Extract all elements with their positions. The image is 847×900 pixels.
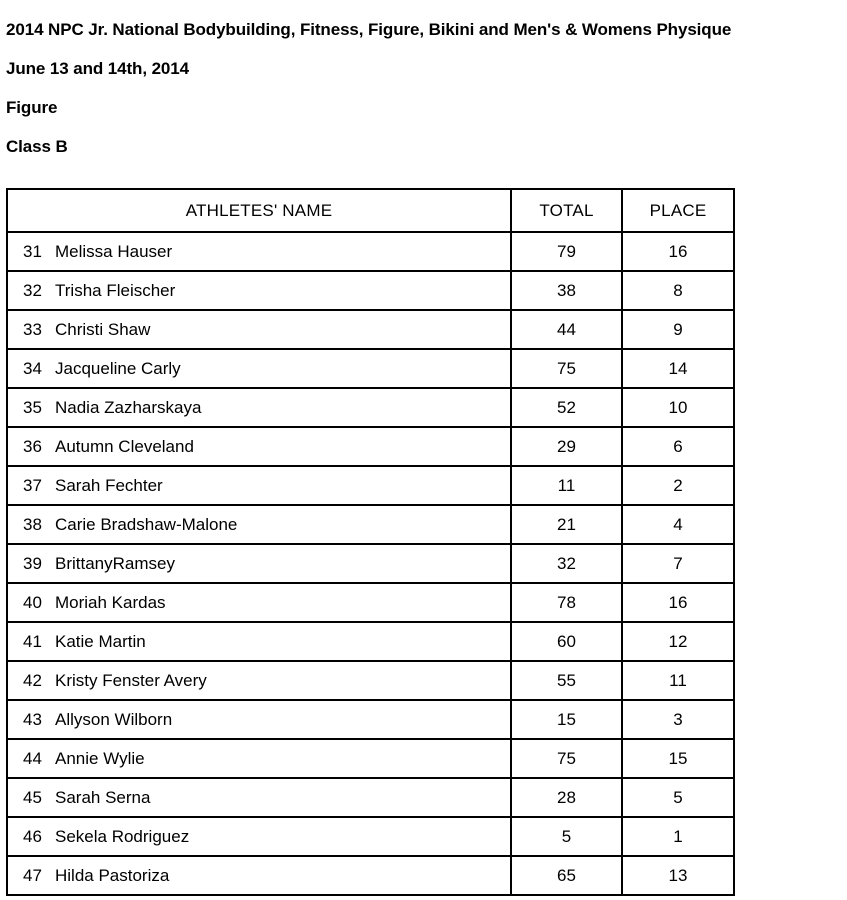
athlete-place: 12 <box>622 622 734 661</box>
athlete-name-wrap <box>8 554 510 574</box>
athlete-name-cell <box>7 817 511 856</box>
athlete-name: Christi Shaw <box>55 319 151 339</box>
athlete-number: 36 <box>23 436 42 456</box>
athlete-name: Carie Bradshaw-Malone <box>55 514 238 534</box>
athlete-name: Sarah Serna <box>55 787 151 807</box>
table-row <box>7 739 734 778</box>
athlete-name-cell <box>7 349 511 388</box>
athlete-total: 75 <box>511 739 622 778</box>
athlete-name-wrap <box>8 437 510 457</box>
athlete-total: 15 <box>511 700 622 739</box>
athlete-number: 45 <box>23 787 42 807</box>
athlete-name-cell <box>7 427 511 466</box>
athlete-name-wrap <box>8 788 510 808</box>
athlete-name: Melissa Hauser <box>55 241 173 261</box>
class-name: Class B <box>6 137 68 156</box>
athlete-total: 79 <box>511 232 622 271</box>
division-name: Figure <box>6 98 58 117</box>
athlete-total: 5 <box>511 817 622 856</box>
table-row <box>7 349 734 388</box>
athlete-name: Katie Martin <box>55 631 146 651</box>
athlete-name-cell <box>7 271 511 310</box>
athlete-total: 75 <box>511 349 622 388</box>
table-header <box>7 189 734 232</box>
athlete-name-wrap <box>8 320 510 340</box>
athlete-number: 34 <box>23 358 42 378</box>
column-header-place: PLACE <box>622 189 734 232</box>
athlete-name-wrap <box>8 632 510 652</box>
event-date: June 13 and 14th, 2014 <box>6 59 189 78</box>
column-header-name: ATHLETES' NAME <box>7 189 511 232</box>
athlete-total: 78 <box>511 583 622 622</box>
table-row <box>7 271 734 310</box>
athlete-number: 32 <box>23 280 42 300</box>
athlete-name: Kristy Fenster Avery <box>55 670 207 690</box>
athlete-name-cell <box>7 505 511 544</box>
athlete-place: 16 <box>622 583 734 622</box>
athlete-name-cell <box>7 310 511 349</box>
athlete-total: 11 <box>511 466 622 505</box>
table-row <box>7 388 734 427</box>
athlete-name-wrap <box>8 476 510 496</box>
athlete-total: 44 <box>511 310 622 349</box>
athlete-place: 5 <box>622 778 734 817</box>
athlete-name-wrap <box>8 242 510 262</box>
results-table <box>6 188 735 896</box>
athlete-place: 11 <box>622 661 734 700</box>
athlete-total: 52 <box>511 388 622 427</box>
athlete-name-wrap <box>8 710 510 730</box>
athlete-total: 29 <box>511 427 622 466</box>
table-row <box>7 232 734 271</box>
athlete-place: 13 <box>622 856 734 895</box>
athlete-name-cell <box>7 622 511 661</box>
athlete-place: 15 <box>622 739 734 778</box>
table-row <box>7 505 734 544</box>
athlete-name-cell <box>7 856 511 895</box>
athlete-name-cell <box>7 583 511 622</box>
athlete-name-wrap <box>8 359 510 379</box>
athlete-total: 60 <box>511 622 622 661</box>
table-header-row <box>7 189 734 232</box>
athlete-place: 4 <box>622 505 734 544</box>
athlete-name: Jacqueline Carly <box>55 358 181 378</box>
athlete-name-wrap <box>8 398 510 418</box>
athlete-name-wrap <box>8 593 510 613</box>
table-row <box>7 856 734 895</box>
athlete-name-cell <box>7 466 511 505</box>
athlete-place: 16 <box>622 232 734 271</box>
athlete-name-cell <box>7 739 511 778</box>
table-row <box>7 778 734 817</box>
athlete-number: 42 <box>23 670 42 690</box>
athlete-total: 21 <box>511 505 622 544</box>
table-row <box>7 583 734 622</box>
athlete-number: 39 <box>23 553 42 573</box>
athlete-place: 7 <box>622 544 734 583</box>
table-row <box>7 466 734 505</box>
athlete-name-cell <box>7 388 511 427</box>
athlete-total: 55 <box>511 661 622 700</box>
athlete-name-cell <box>7 778 511 817</box>
table-body <box>7 232 734 895</box>
athlete-total: 32 <box>511 544 622 583</box>
table-row <box>7 661 734 700</box>
athlete-number: 47 <box>23 865 42 885</box>
athlete-name: Sekela Rodriguez <box>55 826 190 846</box>
athlete-name: Annie Wylie <box>55 748 145 768</box>
athlete-name-wrap <box>8 515 510 535</box>
athlete-name: Allyson Wilborn <box>55 709 173 729</box>
athlete-number: 37 <box>23 475 42 495</box>
athlete-name: Nadia Zazharskaya <box>55 397 202 417</box>
table-row <box>7 310 734 349</box>
athlete-name: Trisha Fleischer <box>55 280 176 300</box>
athlete-number: 35 <box>23 397 42 417</box>
athlete-number: 40 <box>23 592 42 612</box>
athlete-place: 1 <box>622 817 734 856</box>
athlete-number: 38 <box>23 514 42 534</box>
athlete-number: 31 <box>23 241 42 261</box>
athlete-name-wrap <box>8 866 510 886</box>
table-row <box>7 427 734 466</box>
athlete-name-cell <box>7 232 511 271</box>
table-row <box>7 544 734 583</box>
athlete-name-wrap <box>8 827 510 847</box>
athlete-name-wrap <box>8 749 510 769</box>
athlete-number: 43 <box>23 709 42 729</box>
column-header-total: TOTAL <box>511 189 622 232</box>
athlete-name: Hilda Pastoriza <box>55 865 170 885</box>
athlete-total: 28 <box>511 778 622 817</box>
athlete-place: 14 <box>622 349 734 388</box>
athlete-place: 2 <box>622 466 734 505</box>
athlete-place: 6 <box>622 427 734 466</box>
athlete-place: 8 <box>622 271 734 310</box>
athlete-number: 41 <box>23 631 42 651</box>
athlete-total: 65 <box>511 856 622 895</box>
athlete-name: BrittanyRamsey <box>55 553 175 573</box>
athlete-name-wrap <box>8 281 510 301</box>
athlete-number: 44 <box>23 748 42 768</box>
athlete-name: Autumn Cleveland <box>55 436 194 456</box>
athlete-name: Moriah Kardas <box>55 592 166 612</box>
athlete-place: 10 <box>622 388 734 427</box>
table-row <box>7 700 734 739</box>
athlete-name-cell <box>7 661 511 700</box>
athlete-name-cell <box>7 544 511 583</box>
athlete-name-cell <box>7 700 511 739</box>
athlete-number: 46 <box>23 826 42 846</box>
athlete-place: 3 <box>622 700 734 739</box>
athlete-total: 38 <box>511 271 622 310</box>
athlete-name-wrap <box>8 671 510 691</box>
event-title: 2014 NPC Jr. National Bodybuilding, Fitness, Figure, Bikini and Men's & Womens Physique <box>6 20 732 39</box>
table-row <box>7 817 734 856</box>
table-row <box>7 622 734 661</box>
athlete-name: Sarah Fechter <box>55 475 163 495</box>
athlete-place: 9 <box>622 310 734 349</box>
document-heading <box>6 0 847 166</box>
athlete-number: 33 <box>23 319 42 339</box>
